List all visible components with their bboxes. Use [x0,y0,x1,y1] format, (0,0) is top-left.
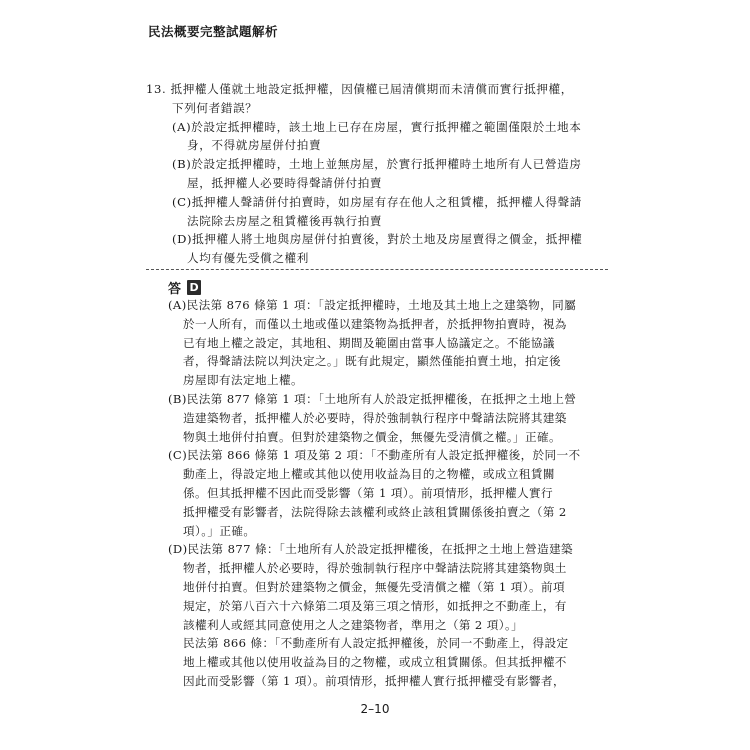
analysis-line: 已有地上權之設定，其地租、期間及範圍由當事人協議定之。不能協議 [183,335,555,350]
dashed-divider [146,269,608,270]
analysis-line: 者，得聲請法院以判決定之。」既有此規定，顯然僅能拍賣土地，拍定後 [183,354,562,369]
answer-row [168,278,201,297]
analysis-paragraph-b [168,390,608,446]
option-line: 屋，抵押權人必要時得聲請併付拍賣 [187,175,383,190]
option-a [146,118,606,156]
question-stem-line: 下列何者錯誤？ [172,100,258,115]
analysis-line: 物與土地併付拍賣。但對於建築物之價金，無優先受清償之權。」正確。 [183,429,562,444]
analysis-line: 房屋即有法定地上權。 [183,373,303,388]
analysis-line: (B)民法第 877 條第 1 項：「土地所有人於設定抵押權後，在抵押之土地上營 [168,391,577,406]
question-13 [146,80,606,268]
analysis-line: 該權利人或經其同意使用之人之建築物者，準用之（第 2 項）。」 [183,617,524,632]
running-header: 民法概要完整試題解析 [148,24,279,39]
option-line: (C)抵押權人聲請併付拍賣時，如房屋有存在他人之租賃權，抵押權人得聲請 [172,194,582,209]
analysis-paragraph-a [168,296,608,390]
analysis-line: 規定，於第八百六十六條第二項及第三項之情形，如抵押之不動產上，有 [183,598,567,613]
analysis-line: 於一人所有，而僅以土地或僅以建築物為抵押者，於抵押物拍賣時，視為 [183,316,567,331]
analysis-line: 係。但其抵押權不因此而受影響（第 1 項）。前項情形，抵押權人實行 [183,485,553,500]
option-line: (D)抵押權人將土地與房屋併付拍賣後，對於土地及房屋賣得之價金，抵押權 [172,232,583,247]
analysis-paragraph-d [168,540,608,690]
analysis-paragraph-c [168,446,608,540]
page-number: 2–10 [360,702,390,716]
option-line: (B)於設定抵押權時，土地上並無房屋，於實行抵押權時土地所有人已營造房 [172,157,582,172]
analysis-line: 民法第 866 條：「不動產所有人設定抵押權後，於同一不動產上，得設定 [183,636,569,651]
option-c [146,193,606,231]
answer-badge: D [187,280,201,295]
option-d [146,230,606,268]
analysis-line: 地上權或其他以使用收益為目的之物權，或成立租賃關係。但其抵押權不 [183,655,567,670]
analysis-line: 造建築物者，抵押權人於必要時，得於強制執行程序中聲請法院將其建築 [183,410,567,425]
option-b [146,155,606,193]
analysis-line: 動產上，得設定地上權或其他以使用收益為目的之物權，或成立租賃關 [183,467,555,482]
option-line: (A)於設定抵押權時，該土地上已存在房屋，實行抵押權之範圍僅限於土地本 [172,119,582,134]
analysis-line: 地併付拍賣。但對於建築物之價金，無優先受清償之權（第 1 項）。前項 [183,579,565,594]
analysis-line: 物者，抵押權人於必要時，得於強制執行程序中聲請法院將其建築物與土 [183,561,567,576]
analysis-line: (A)民法第 876 條第 1 項：「設定抵押權時，土地及其土地上之建築物，同屬 [168,298,577,312]
option-line: 人均有優先受償之權利 [187,251,309,266]
option-line: 身，不得就房屋併付拍賣 [187,138,322,153]
analysis-line: 抵押權受有影響者，法院得除去該權利或終止該租賃關係後拍賣之（第 2 [183,504,567,519]
answer-analysis [168,296,608,691]
option-line: 法院除去房屋之租賃權後再執行拍賣 [187,213,383,228]
question-stem-line: 13. 抵押權人僅就土地設定抵押權，因債權已屆清償期而未清償而實行抵押權， [146,82,573,96]
analysis-line: (C)民法第 866 條第 1 項及第 2 項：「不動產所有人設定抵押權後，於同一不 [168,448,581,463]
analysis-line: (D)民法第 877 條：「土地所有人於設定抵押權後，在抵押之土地上營造建築 [168,542,574,557]
analysis-line: 項）。」正確。 [183,523,256,538]
analysis-line: 因此而受影響（第 1 項）。前項情形，抵押權人實行抵押權受有影響者， [183,673,565,688]
answer-label: 答 [168,282,182,297]
